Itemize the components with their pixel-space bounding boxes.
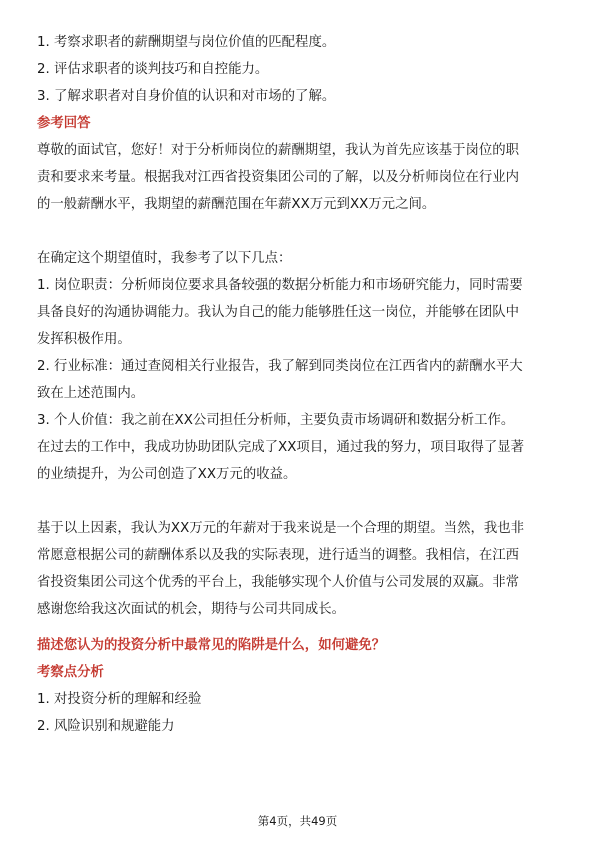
question-heading: 描述您认为的投资分析中最常见的陷阱是什么，如何避免？ <box>37 638 386 653</box>
document-page <box>37 0 567 740</box>
analysis-item-1: 1. 对投资分析的理解和经验 <box>37 692 202 707</box>
para1-line-1: 尊敬的面试官，您好！对于分析师岗位的薪酬期望，我认为首先应该基于岗位的职 <box>37 143 520 158</box>
para3-line-1: 基于以上因素，我认为XX万元的年薪对于我来说是一个合理的期望。当然，我也非 <box>37 521 525 536</box>
para2-line-6: 致在上述范围内。 <box>37 386 145 401</box>
para2-line-9: 的业绩提升，为公司创造了XX万元的收益。 <box>37 467 297 482</box>
para1-line-2: 责和要求来考量。根据我对江西省投资集团公司的了解，以及分析师岗位在行业内 <box>37 170 520 185</box>
para3-line-2: 常愿意根据公司的薪酬体系以及我的实际表现，进行适当的调整。我相信，在江西 <box>37 548 520 563</box>
para2-line-5: 2. 行业标准：通过查阅相关行业报告，我了解到同类岗位在江西省内的薪酬水平大 <box>37 359 523 374</box>
para2-line-3: 具备良好的沟通协调能力。我认为自己的能力能够胜任这一岗位，并能够在团队中 <box>37 305 520 320</box>
para2-line-4: 发挥积极作用。 <box>37 332 131 347</box>
page-footer: 第4页，共49页 <box>257 814 338 828</box>
intro-item-3: 3. 了解求职者对自身价值的认识和对市场的了解。 <box>37 89 336 104</box>
answer-heading: 参考回答 <box>37 116 91 131</box>
intro-item-1: 1. 考察求职者的薪酬期望与岗位价值的匹配程度。 <box>37 35 336 50</box>
para2-line-8: 在过去的工作中，我成功协助团队完成了XX项目，通过我的努力，项目取得了显著 <box>37 440 525 455</box>
para3-line-4: 感谢您给我这次面试的机会，期待与公司共同成长。 <box>37 602 345 617</box>
analysis-item-2: 2. 风险识别和规避能力 <box>37 719 175 734</box>
analysis-heading: 考察点分析 <box>37 665 104 680</box>
para3-line-3: 省投资集团公司这个优秀的平台上，我能够实现个人价值与公司发展的双赢。非常 <box>37 575 520 590</box>
para2-line-1: 在确定这个期望值时，我参考了以下几点： <box>37 251 292 266</box>
para2-line-7: 3. 个人价值：我之前在XX公司担任分析师，主要负责市场调研和数据分析工作。 <box>37 413 515 428</box>
para1-line-3: 的一般薪酬水平，我期望的薪酬范围在年薪XX万元到XX万元之间。 <box>37 197 436 212</box>
intro-item-2: 2. 评估求职者的谈判技巧和自控能力。 <box>37 62 269 77</box>
para2-line-2: 1. 岗位职责：分析师岗位要求具备较强的数据分析能力和市场研究能力，同时需要 <box>37 278 523 293</box>
